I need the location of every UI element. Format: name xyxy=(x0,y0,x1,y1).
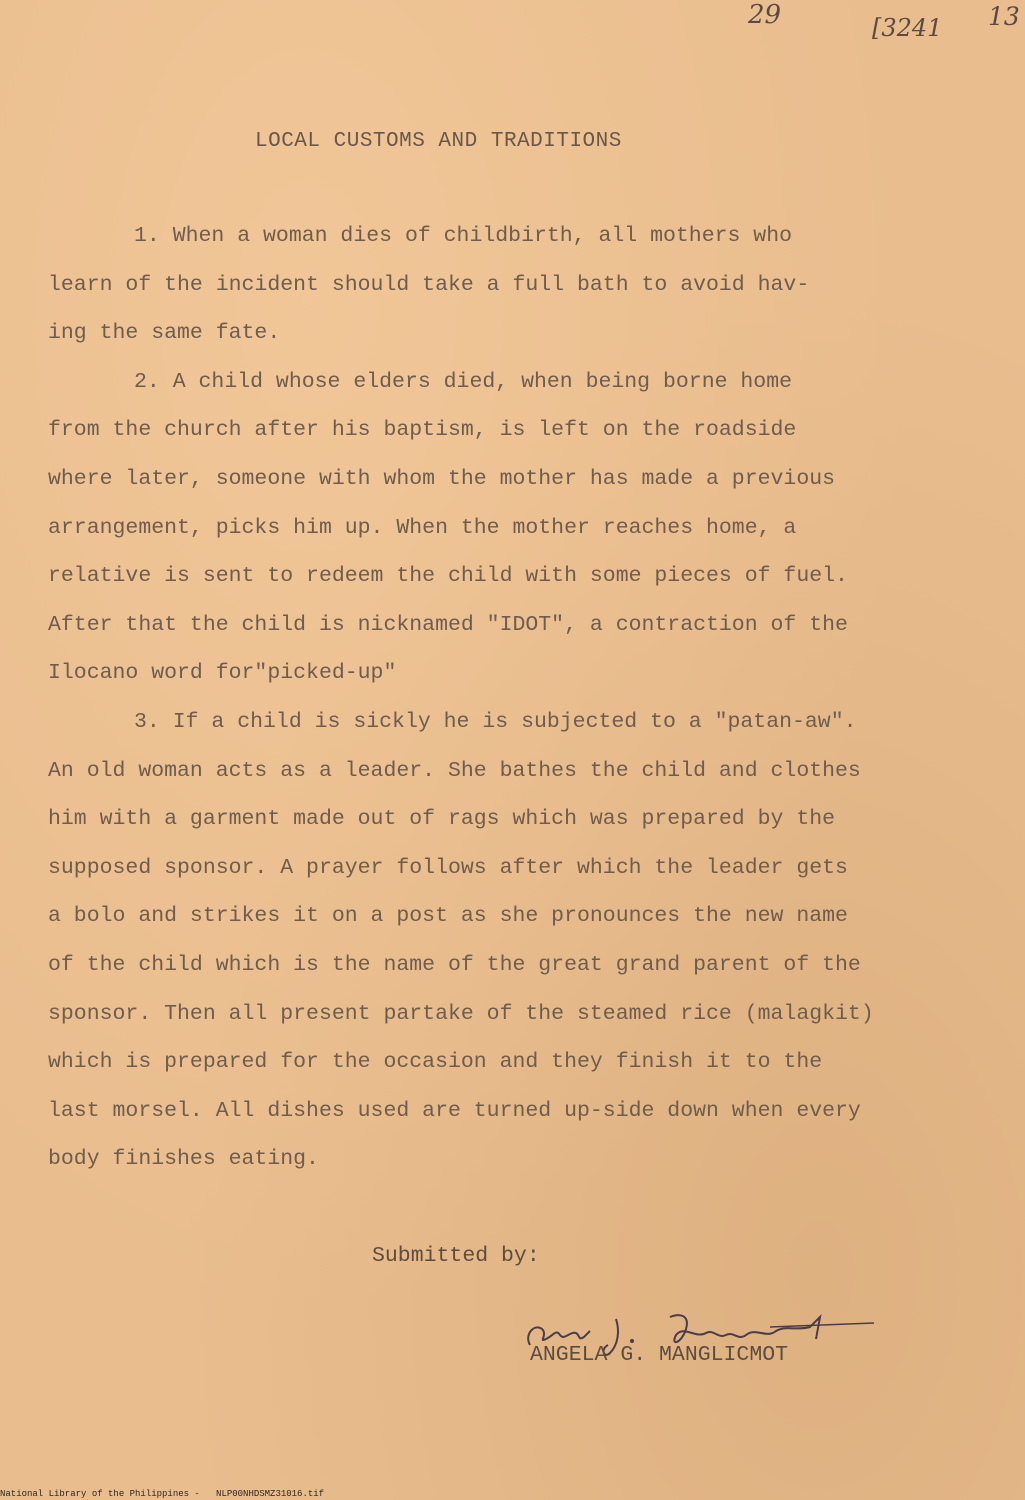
handwritten-page-number: 29 xyxy=(748,0,782,30)
text-line: last morsel. All dishes used are turned up-side down when every xyxy=(48,1098,861,1123)
text-line: learn of the incident should take a full bath to avoid hav- xyxy=(48,272,810,297)
text-line: a bolo and strikes it on a post as she pronounces the new name xyxy=(48,904,848,929)
text-line: which is prepared for the occasion and they finish it to the xyxy=(48,1050,823,1075)
handwritten-catalog-number: [3241 xyxy=(872,14,943,42)
text-line: After that the child is nicknamed "IDOT", a contraction of the xyxy=(48,612,848,637)
text-line: ing the same fate. xyxy=(48,321,281,346)
text-line: 1. When a woman dies of childbirth, all mothers who xyxy=(134,224,793,248)
archive-footer: National Library of the Philippines - NLP00NHDSMZ31016.tif xyxy=(0,1489,325,1499)
text-line: 3. If a child is sickly he is subjected to a "patan-aw". xyxy=(134,709,857,734)
paragraph-3 xyxy=(48,698,978,1184)
text-line: from the church after his baptism, is left on the roadside xyxy=(48,418,797,443)
text-line: arrangement, picks him up. When the mother reaches home, a xyxy=(48,515,797,540)
text-line: An old woman acts as a leader. She bathes the child and clothes xyxy=(48,758,861,783)
text-line: of the child which is the name of the great grand parent of the xyxy=(48,952,861,977)
document-title: LOCAL CUSTOMS AND TRADITIONS xyxy=(255,130,622,153)
footer-filename: NLP00NHDSMZ31016.tif xyxy=(216,1489,325,1499)
text-line: body finishes eating. xyxy=(48,1147,319,1172)
submitted-by-label: Submitted by: xyxy=(372,1244,540,1268)
text-line: 2. A child whose elders died, when being borne home xyxy=(134,369,793,394)
text-line: supposed sponsor. A prayer follows after which the leader gets xyxy=(48,855,848,880)
document-body xyxy=(48,212,978,1184)
text-line: him with a garment made out of rags which was prepared by the xyxy=(48,807,836,832)
paragraph-2 xyxy=(48,358,978,698)
typed-signature-name: ANGELA G. MANGLICMOT xyxy=(530,1343,789,1367)
handwritten-folio-number: 13 xyxy=(988,2,1020,31)
text-line: relative is sent to redeem the child with some pieces of fuel. xyxy=(48,564,848,589)
footer-source: National Library of the Philippines xyxy=(0,1489,190,1499)
text-line: where later, someone with whom the mother has made a previous xyxy=(48,466,836,491)
text-line: Ilocano word for"picked-up" xyxy=(48,661,397,686)
text-line: sponsor. Then all present partake of the steamed rice (malagkit) xyxy=(48,1001,874,1026)
paragraph-1 xyxy=(48,212,978,358)
